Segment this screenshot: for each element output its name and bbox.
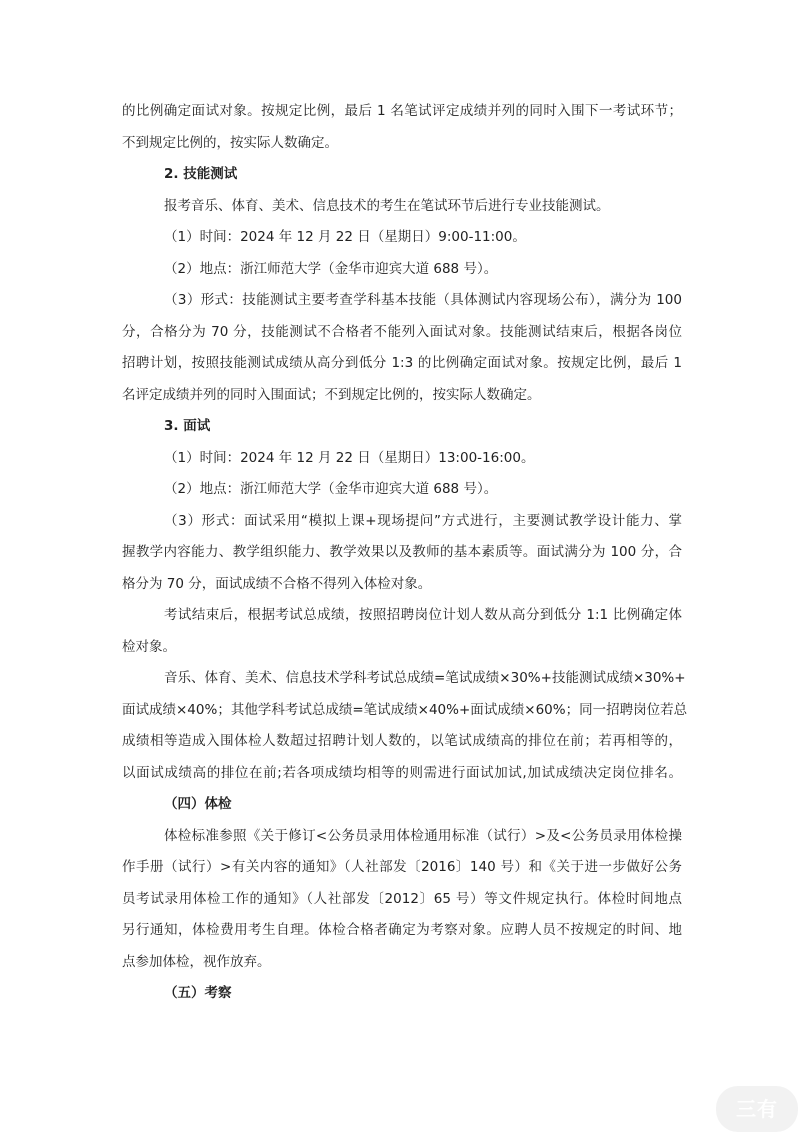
paragraph-line: 面试成绩×40%；其他学科考试总成绩=笔试成绩×40%+面试成绩×60%；同一招聘岗位若总 xyxy=(122,701,688,718)
paragraph-line: 点参加体检，视作放弃。 xyxy=(122,953,271,970)
paragraph-line: 名评定成绩并列的同时入围面试；不到规定比例的，按实际人数确定。 xyxy=(122,386,541,403)
section-heading-skill-test: 2. 技能测试 xyxy=(164,166,238,182)
paragraph-line: （3）形式：技能测试主要考查学科基本技能（具体测试内容现场公布），满分为 100 xyxy=(164,292,682,308)
paragraph-line: 体检标准参照《关于修订<公务员录用体检通用标准（试行）>及<公务员录用体检操 xyxy=(164,827,682,844)
paragraph-line: 检对象。 xyxy=(122,638,176,655)
paragraph-line: 格分为 70 分，面试成绩不合格不得列入体检对象。 xyxy=(122,575,432,592)
paragraph-line: 以面试成绩高的排位在前;若各项成绩均相等的则需进行面试加试,加试成绩决定岗位排名。 xyxy=(122,764,682,781)
paragraph-line: 作手册（试行）>有关内容的通知》（人社部发〔2016〕140 号）和《关于进一步做好公务 xyxy=(122,859,682,875)
section-heading-physical-exam: （四）体检 xyxy=(164,796,232,812)
paragraph-line: 员考试录用体检工作的通知》（人社部发〔2012〕65 号）等文件规定执行。体检时间地点 xyxy=(122,890,682,907)
paragraph-line: 报考音乐、体育、美术、信息技术的考生在笔试环节后进行专业技能测试。 xyxy=(164,197,610,214)
paragraph-line: （2）地点：浙江师范大学（金华市迎宾大道 688 号）。 xyxy=(164,260,498,277)
paragraph-line: （1）时间：2024 年 12 月 22 日（星期日）9:00-11:00。 xyxy=(164,229,526,245)
paragraph-line: （1）时间：2024 年 12 月 22 日（星期日）13:00-16:00。 xyxy=(164,449,535,466)
paragraph-line: 音乐、体育、美术、信息技术学科考试总成绩=笔试成绩×30%+技能测试成绩×30%+ xyxy=(164,670,686,686)
paragraph-line: 考试结束后，根据考试总成绩，按照招聘岗位计划人数从高分到低分 1:1 比例确定体 xyxy=(164,607,682,623)
paragraph-line: （2）地点：浙江师范大学（金华市迎宾大道 688 号）。 xyxy=(164,481,498,497)
paragraph-line: 的比例确定面试对象。按规定比例，最后 1 名笔试评定成绩并列的同时入围下一考试环节； xyxy=(122,103,682,119)
paragraph-line: 成绩相等造成入围体检人数超过招聘计划人数的，以笔试成绩高的排位在前；若再相等的， xyxy=(122,733,682,749)
paragraph-line: 分，合格分为 70 分，技能测试不合格者不能列入面试对象。技能测试结束后，根据各岗位 xyxy=(122,323,682,340)
paragraph-line: 握教学内容能力、教学组织能力、教学效果以及教师的基本素质等。面试满分为 100 分，合 xyxy=(122,544,682,560)
paragraph-line: 不到规定比例的，按实际人数确定。 xyxy=(122,134,338,151)
section-heading-inspection: （五）考察 xyxy=(164,985,232,1001)
document-body xyxy=(122,99,688,1005)
paragraph-line: （3）形式：面试采用“模拟上课+现场提问”方式进行，主要测试教学设计能力、掌 xyxy=(164,512,682,529)
section-heading-interview: 3. 面试 xyxy=(164,418,211,434)
paragraph-line: 另行通知，体检费用考生自理。体检合格者确定为考察对象。应聘人员不按规定的时间、地 xyxy=(122,922,682,938)
paragraph-line: 招聘计划，按照技能测试成绩从高分到低分 1:3 的比例确定面试对象。按规定比例，最后 1 xyxy=(122,355,682,371)
watermark-logo: 三有 xyxy=(716,1086,798,1132)
